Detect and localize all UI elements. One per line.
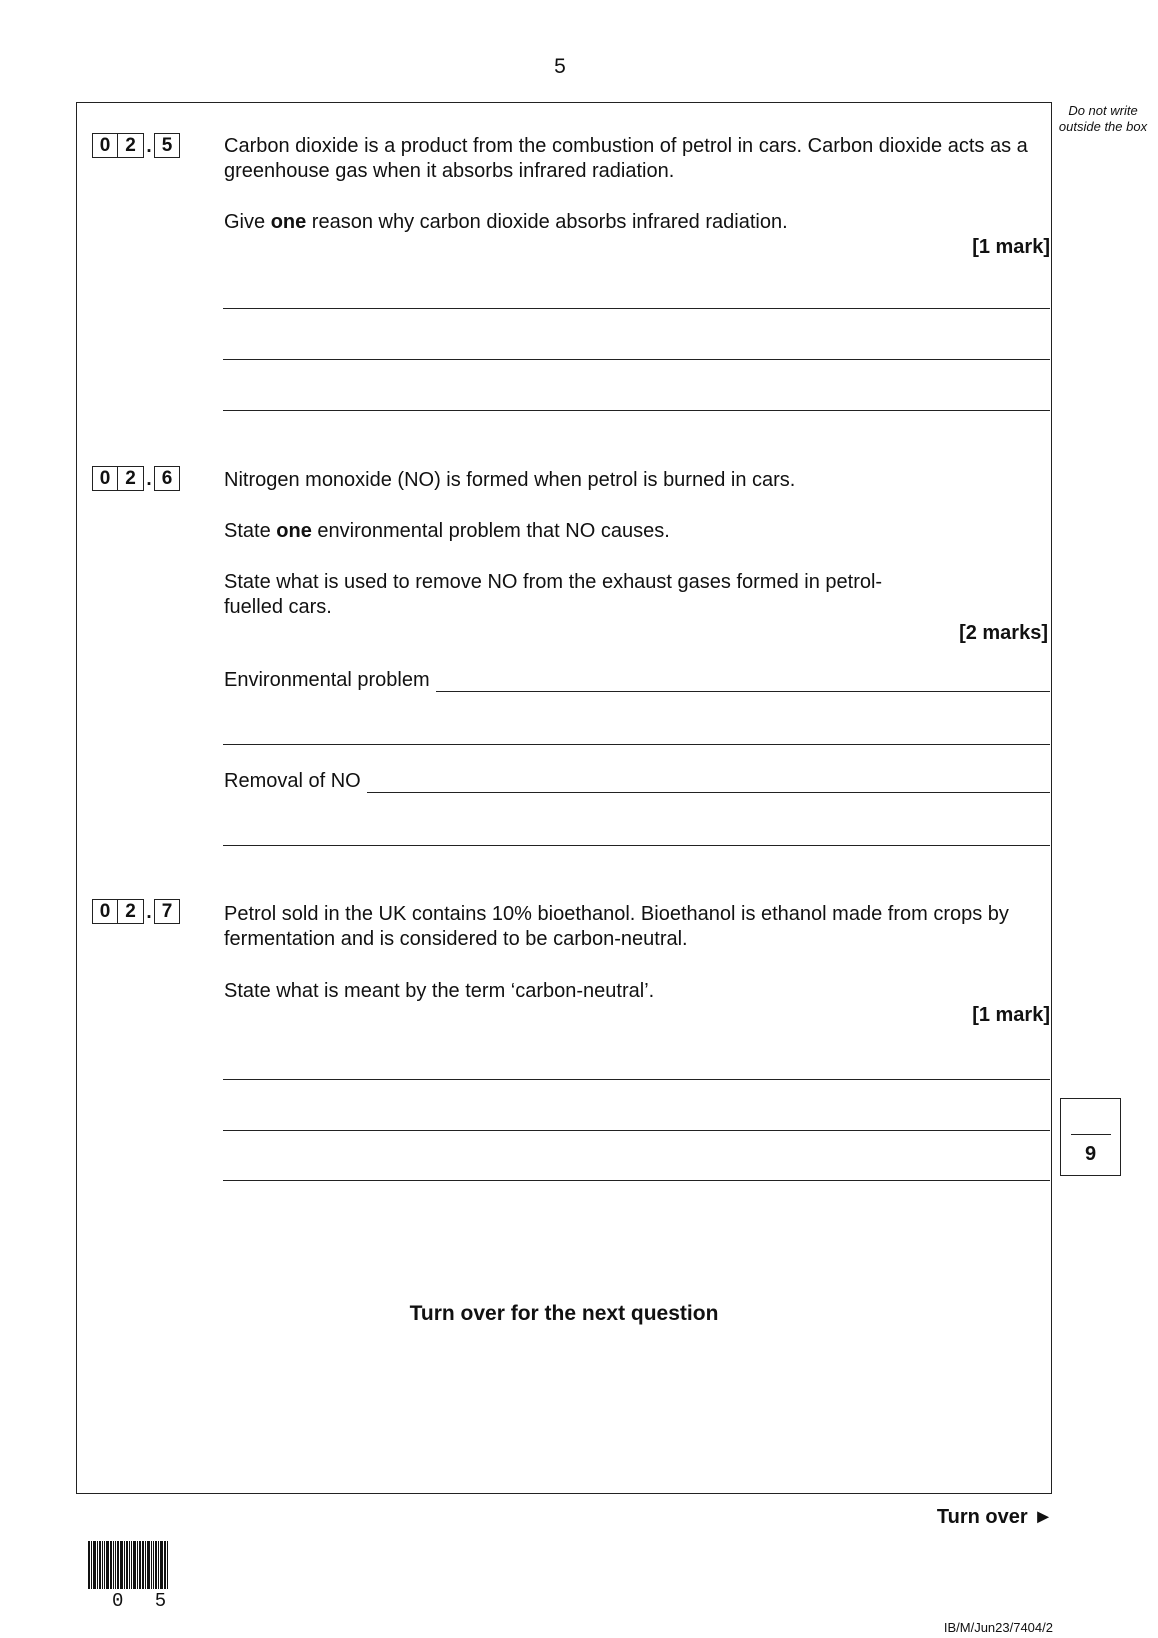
marks-label: [1 mark] — [972, 236, 1050, 258]
question-part: 5 — [154, 133, 180, 158]
question-paragraph: Nitrogen monoxide (NO) is formed when petrol is burned in cars. — [224, 469, 796, 491]
barcode-number: 0 5 — [112, 1590, 177, 1612]
question-instruction: State what is used to remove NO from the exhaust gases formed in petrol-fuelled cars. — [224, 571, 883, 618]
answer-line[interactable] — [223, 308, 1050, 309]
question-digit: 2 — [118, 133, 144, 158]
question-dot: . — [146, 469, 152, 490]
barcode — [88, 1541, 192, 1589]
emphasis-one: one — [276, 520, 312, 542]
removal-of-no-field[interactable] — [224, 770, 1050, 793]
question-instruction: State what is meant by the term ‘carbon-neutral’. — [224, 980, 655, 1002]
question-instruction: Give one reason why carbon dioxide absorbs infrared radiation. — [224, 211, 788, 233]
answer-line[interactable] — [223, 1079, 1050, 1080]
question-paragraph: Petrol sold in the UK contains 10% bioethanol. Bioethanol is ethanol made from crops by fermentation and is considered to be carbon-neutral. — [224, 903, 1009, 950]
question-digit: 0 — [92, 133, 118, 158]
question-instruction: State one environmental problem that NO causes. — [224, 520, 670, 542]
question-digit: 2 — [118, 899, 144, 924]
question-part: 6 — [154, 466, 180, 491]
question-digit: 0 — [92, 899, 118, 924]
turn-over-label: Turn over ► — [936, 1506, 1053, 1528]
answer-line[interactable] — [223, 410, 1050, 411]
answer-line[interactable] — [223, 1130, 1050, 1131]
environmental-problem-field[interactable] — [224, 669, 1050, 692]
page-number: 5 — [554, 55, 566, 78]
answer-frame — [76, 102, 1052, 1494]
answer-line[interactable] — [367, 772, 1050, 793]
answer-line[interactable] — [436, 671, 1050, 692]
field-label: Environmental problem — [224, 669, 430, 691]
answer-line[interactable] — [223, 359, 1050, 360]
question-part: 7 — [154, 899, 180, 924]
score-divider — [1071, 1134, 1111, 1135]
answer-line[interactable] — [223, 744, 1050, 745]
marks-label: [1 mark] — [972, 1004, 1050, 1026]
question-number-02-5 — [92, 131, 180, 158]
question-digit: 2 — [118, 466, 144, 491]
score-box — [1060, 1098, 1121, 1176]
answer-line[interactable] — [223, 1180, 1050, 1181]
reference-code: IB/M/Jun23/7404/2 — [943, 1620, 1053, 1635]
field-label: Removal of NO — [224, 770, 361, 792]
turn-over-next-question: Turn over for the next question — [409, 1302, 719, 1325]
marks-label: [2 marks] — [959, 622, 1048, 644]
question-number-02-6 — [92, 464, 180, 491]
question-text — [224, 134, 1054, 184]
question-digit: 0 — [92, 466, 118, 491]
question-dot: . — [146, 902, 152, 923]
answer-line[interactable] — [223, 845, 1050, 846]
emphasis-one: one — [270, 211, 307, 233]
question-dot: . — [146, 136, 152, 157]
score-total: 9 — [1084, 1143, 1097, 1165]
margin-note: Do not write outside the box — [1058, 103, 1148, 134]
question-paragraph: Carbon dioxide is a product from the combustion of petrol in cars. Carbon dioxide acts as a greenhouse gas when it absorbs infrared radiation. — [224, 135, 1028, 182]
question-number-02-7 — [92, 897, 180, 924]
